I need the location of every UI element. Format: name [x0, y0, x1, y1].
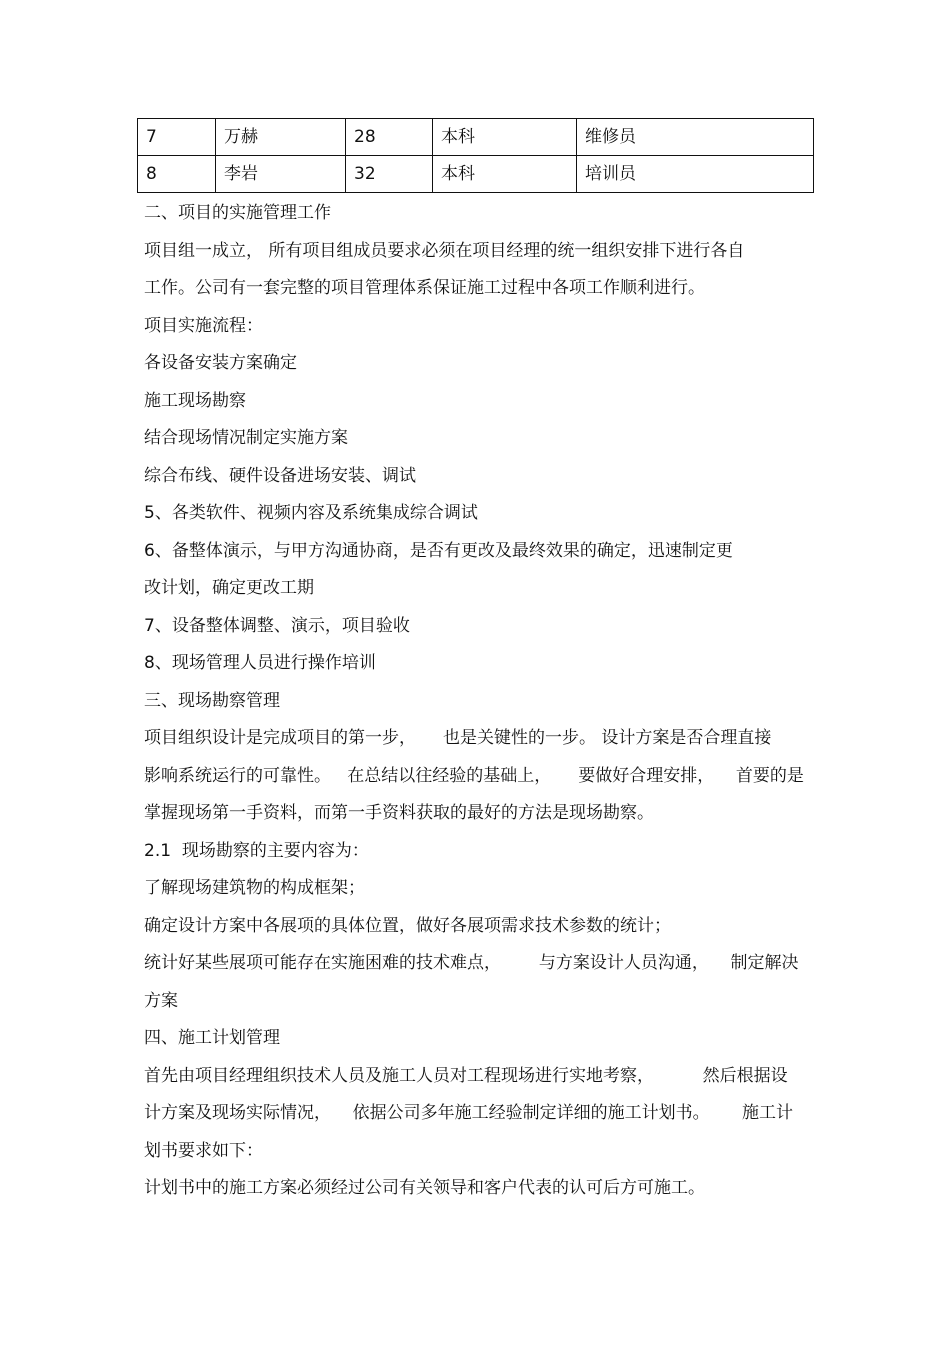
table-cell-age: 32 — [346, 156, 433, 193]
survey-item: 确定设计方案中各展项的具体位置，做好各展项需求技术参数的统计； — [144, 915, 671, 936]
table-row — [138, 156, 814, 193]
paragraph-line: 划书要求如下： — [144, 1140, 263, 1161]
process-step: 5、各类软件、视频内容及系统集成综合调试 — [144, 503, 478, 523]
document-body — [144, 195, 819, 1208]
paragraph-line: 计方案及现场实际情况， 依据公司多年施工经验制定详细的施工计划书。 施工计 — [144, 1103, 794, 1123]
paragraph-line: 项目组一成立， 所有项目组成员要求必须在项目经理的统一组织安排下进行各自 — [144, 240, 745, 261]
staff-table — [137, 118, 814, 193]
survey-item-continued: 方案 — [144, 990, 178, 1011]
section-heading-survey: 三、现场勘察管理 — [144, 690, 280, 711]
process-step: 6、备整体演示，与甲方沟通协商，是否有更改及最终效果的确定，迅速制定更 — [144, 540, 733, 561]
table-row — [138, 119, 814, 156]
survey-item: 统计好某些展项可能存在实施困难的技术难点， 与方案设计人员沟通， 制定解决 — [144, 953, 799, 973]
table-cell-name: 李岩 — [216, 156, 346, 193]
table-cell-role: 培训员 — [577, 156, 814, 193]
paragraph-line: 影响系统运行的可靠性。 在总结以往经验的基础上， 要做好合理安排， 首要的是 — [144, 765, 804, 786]
process-heading: 项目实施流程： — [144, 315, 263, 336]
table-cell-name: 万赫 — [216, 119, 346, 156]
table-cell-education: 本科 — [433, 119, 577, 156]
process-step-continued: 改计划，确定更改工期 — [144, 578, 314, 598]
process-step: 综合布线、硬件设备进场安装、调试 — [144, 465, 416, 486]
process-step: 结合现场情况制定实施方案 — [144, 428, 348, 448]
survey-item: 了解现场建筑物的构成框架； — [144, 878, 365, 898]
table-cell-role: 维修员 — [577, 119, 814, 156]
table-cell-education: 本科 — [433, 156, 577, 193]
table-cell-number: 8 — [138, 156, 216, 193]
paragraph-line: 计划书中的施工方案必须经过公司有关领导和客户代表的认可后方可施工。 — [144, 1178, 705, 1198]
section-heading-plan: 四、施工计划管理 — [144, 1028, 280, 1048]
process-step: 施工现场勘察 — [144, 390, 246, 411]
paragraph-line: 首先由项目经理组织技术人员及施工人员对工程现场进行实地考察， 然后根据设 — [144, 1065, 788, 1086]
table-cell-age: 28 — [346, 119, 433, 156]
process-step: 7、设备整体调整、演示，项目验收 — [144, 615, 410, 636]
paragraph-line: 掌握现场第一手资料，而第一手资料获取的最好的方法是现场勘察。 — [144, 803, 654, 823]
process-step: 8、现场管理人员进行操作培训 — [144, 653, 376, 673]
paragraph-line: 工作。公司有一套完整的项目管理体系保证施工过程中各项工作顺利进行。 — [144, 278, 705, 298]
paragraph-line: 项目组织设计是完成项目的第一步， 也是关键性的一步。 设计方案是否合理直接 — [144, 728, 772, 748]
section-heading-implementation: 二、项目的实施管理工作 — [144, 203, 331, 223]
subsection-heading: 2.1 现场勘察的主要内容为： — [144, 840, 369, 861]
process-step: 各设备安装方案确定 — [144, 353, 297, 373]
table-cell-number: 7 — [138, 119, 216, 156]
